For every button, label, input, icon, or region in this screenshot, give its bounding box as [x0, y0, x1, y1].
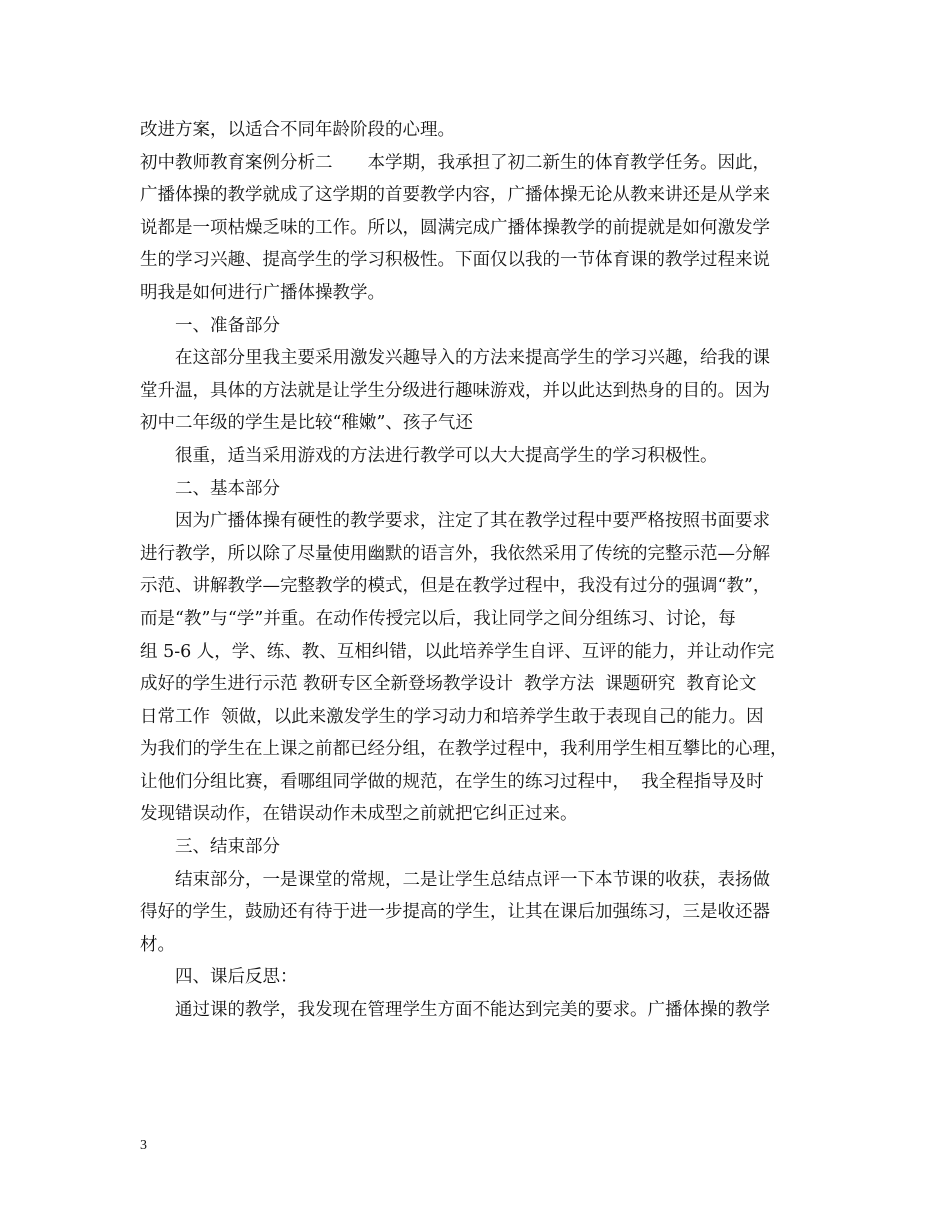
text-line: 成好的学生进行示范 教研专区全新登场教学设计 教学方法 课题研究 教育论文: [140, 674, 757, 695]
text-line: 广播体操的教学就成了这学期的首要教学内容，广播体操无论从教来讲还是从学来: [140, 185, 770, 206]
text-line: 在这部分里我主要采用激发兴趣导入的方法来提高学生的学习兴趣，给我的课: [175, 348, 770, 369]
text-line: 初中二年级的学生是比较“稚嫩”、孩子气还: [140, 413, 473, 434]
section-heading: 四、课后反思：: [175, 967, 298, 988]
text-line: 得好的学生，鼓励还有待于进一步提高的学生，让其在课后加强练习，三是收还器: [140, 902, 770, 923]
text-line: 进行教学，所以除了尽量使用幽默的语言外，我依然采用了传统的完整示范—分解: [140, 543, 770, 564]
page-number: 3: [140, 1138, 147, 1153]
text-line: 组 5-6 人，学、练、教、互相纠错，以此培养学生自评、互评的能力，并让动作完: [140, 641, 775, 662]
text-line: 示范、讲解教学—完整教学的模式，但是在教学过程中，我没有过分的强调“教”，: [140, 576, 771, 597]
document-body: [140, 114, 830, 1027]
text-line: 很重，适当采用游戏的方法进行教学可以大大提高学生的学习积极性。: [175, 445, 718, 466]
text-line: 为我们的学生在上课之前都已经分组，在教学过程中，我利用学生相互攀比的心理，: [140, 739, 788, 760]
text-line: 结束部分，一是课堂的常规，二是让学生总结点评一下本节课的收获，表扬做: [175, 869, 770, 890]
text-line: 堂升温，具体的方法就是让学生分级进行趣味游戏，并以此达到热身的目的。因为: [140, 380, 770, 401]
text-line: 说都是一项枯燥乏味的工作。所以，圆满完成广播体操教学的前提就是如何激发学: [140, 217, 770, 238]
text-line: 而是“教”与“学”并重。在动作传授完以后，我让同学之间分组练习、讨论，每: [140, 608, 736, 629]
text-line: 通过课的教学，我发现在管理学生方面不能达到完美的要求。广播体操的教学: [175, 1000, 770, 1021]
section-heading: 一、准备部分: [175, 315, 280, 336]
text-line: 日常工作 领做，以此来激发学生的学习动力和培养学生敢于表现自己的能力。因: [140, 706, 764, 727]
section-heading: 三、结束部分: [175, 837, 280, 858]
section-heading: 二、基本部分: [175, 478, 280, 499]
text-line: 让他们分组比赛，看哪组同学做的规范，在学生的练习过程中， 我全程指导及时: [140, 771, 764, 792]
text-line: 材。: [140, 934, 175, 955]
text-line: 发现错误动作，在错误动作未成型之前就把它纠正过来。: [140, 804, 578, 825]
text-line: 改进方案，以适合不同年龄阶段的心理。: [140, 120, 455, 140]
text-line: 生的学习兴趣、提高学生的学习积极性。下面仅以我的一节体育课的教学过程来说: [140, 250, 770, 271]
text-line: 明我是如何进行广播体操教学。: [140, 282, 385, 303]
text-line: 初中教师教育案例分析二 本学期，我承担了初二新生的体育教学任务。因此，: [140, 152, 770, 173]
text-line: 因为广播体操有硬性的教学要求，注定了其在教学过程中要严格按照书面要求: [175, 511, 770, 532]
